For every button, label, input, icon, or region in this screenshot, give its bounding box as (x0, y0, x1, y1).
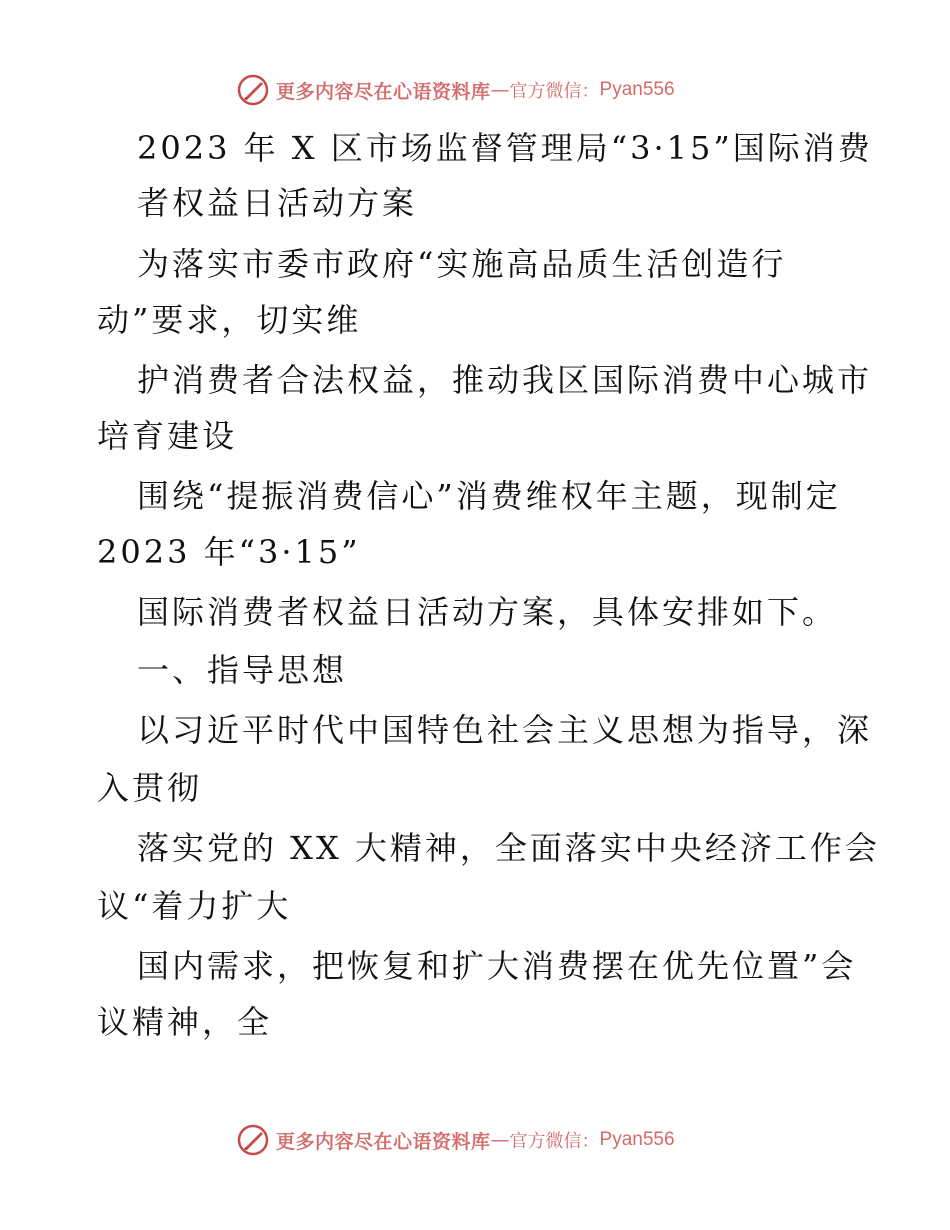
doc-text-line: 议精神，全 (97, 1003, 273, 1041)
watermark-main-text: 更多内容尽在心语资料库 (276, 80, 491, 103)
section-heading: 一、指导思想 (137, 651, 348, 689)
doc-text-line: 议“着力扩大 (97, 887, 292, 925)
footer-watermark (236, 1122, 675, 1158)
doc-text-line: 动”要求，切实维 (97, 301, 362, 339)
doc-text-line: 入贯彻 (97, 769, 203, 807)
quill-logo-icon (236, 1123, 270, 1157)
doc-title-line-2: 者权益日活动方案 (137, 184, 418, 222)
watermark-label: 官方微信： (509, 81, 600, 102)
doc-text-line: 落实党的 XX 大精神，全面落实中央经济工作会 (137, 829, 880, 867)
quill-logo-icon (236, 73, 270, 107)
watermark-wechat-id: Pyan556 (599, 79, 675, 100)
doc-text-line: 2023 年“3·15” (97, 533, 361, 571)
header-watermark (236, 72, 675, 108)
doc-text-line: 护消费者合法权益，推动我区国际消费中心城市 (137, 361, 873, 399)
doc-title-line-1: 2023 年 X 区市场监督管理局“3·15”国际消费 (137, 129, 873, 167)
watermark-label: 官方微信： (509, 1131, 600, 1152)
doc-text-line: 国内需求，把恢复和扩大消费摆在优先位置”会 (137, 947, 857, 985)
doc-text-line: 培育建设 (97, 417, 238, 455)
watermark-dash: — (490, 79, 510, 101)
doc-text-line: 国际消费者权益日活动方案，具体安排如下。 (137, 593, 838, 631)
watermark-wechat-id: Pyan556 (599, 1129, 675, 1150)
doc-text-line: 以习近平时代中国特色社会主义思想为指导，深 (137, 711, 873, 749)
doc-text-line: 为落实市委市政府“实施高品质生活创造行 (137, 245, 787, 283)
watermark-main-text: 更多内容尽在心语资料库 (276, 1130, 491, 1153)
watermark-dash: — (490, 1129, 510, 1151)
doc-text-line: 围绕“提振消费信心”消费维权年主题，现制定 (137, 477, 841, 515)
